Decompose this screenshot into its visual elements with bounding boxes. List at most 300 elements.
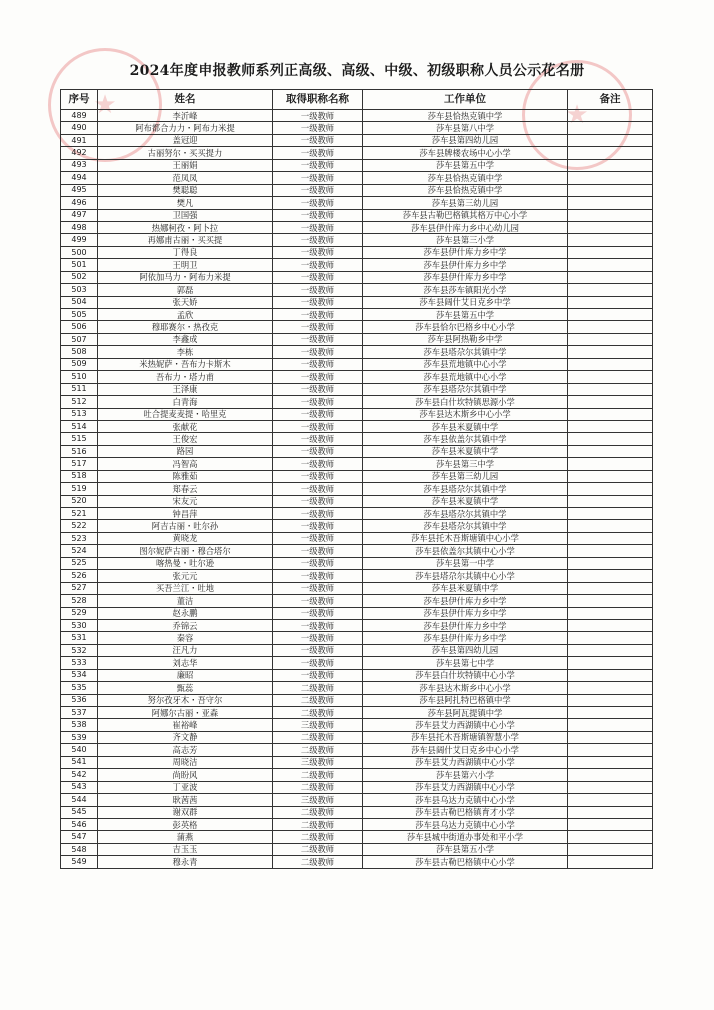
row-name: 阿吉古丽・吐尔孙 (98, 520, 273, 532)
row-note (568, 769, 653, 781)
row-title: 一级教师 (273, 197, 363, 209)
table-row (61, 520, 653, 532)
row-no: 540 (61, 744, 98, 756)
row-note (568, 296, 653, 308)
table-row (61, 756, 653, 768)
row-title: 二级教师 (273, 731, 363, 743)
row-title: 一级教师 (273, 607, 363, 619)
row-title: 一级教师 (273, 644, 363, 656)
row-no: 502 (61, 271, 98, 283)
table-row (61, 209, 653, 221)
row-unit: 莎车县伊什库力乡中学 (363, 259, 568, 271)
row-unit: 莎车县恰热克镇中学 (363, 184, 568, 196)
row-no: 522 (61, 520, 98, 532)
row-name: 图尔妮萨古丽・穆合塔尔 (98, 545, 273, 557)
row-name: 李鑫成 (98, 333, 273, 345)
row-title: 一级教师 (273, 483, 363, 495)
row-no: 519 (61, 483, 98, 495)
table-row (61, 234, 653, 246)
table-row (61, 632, 653, 644)
row-unit: 莎车县第一中学 (363, 557, 568, 569)
row-no: 517 (61, 458, 98, 470)
table-row (61, 358, 653, 370)
row-name: 彭英格 (98, 818, 273, 830)
row-no: 497 (61, 209, 98, 221)
row-note (568, 756, 653, 768)
row-name: 黄晓龙 (98, 532, 273, 544)
row-unit: 莎车县塔尕尔其镇中学 (363, 346, 568, 358)
row-unit: 莎车县第三中学 (363, 458, 568, 470)
row-unit: 莎车县恰热克镇中学 (363, 110, 568, 122)
row-title: 二级教师 (273, 818, 363, 830)
row-note (568, 184, 653, 196)
row-no: 525 (61, 557, 98, 569)
row-note (568, 856, 653, 868)
row-no: 528 (61, 595, 98, 607)
row-unit: 莎车县城中街道办事处和平小学 (363, 831, 568, 843)
row-note (568, 682, 653, 694)
row-no: 547 (61, 831, 98, 843)
row-name: 盖冠迎 (98, 134, 273, 146)
row-unit: 莎车县第六小学 (363, 769, 568, 781)
row-name: 阿布都合力力・阿布力米提 (98, 122, 273, 134)
header-note: 备注 (568, 90, 653, 110)
row-no: 529 (61, 607, 98, 619)
row-note (568, 420, 653, 432)
row-no: 505 (61, 309, 98, 321)
row-title: 三级教师 (273, 794, 363, 806)
row-unit: 莎车县米夏镇中学 (363, 420, 568, 432)
table-row (61, 309, 653, 321)
table-row (61, 172, 653, 184)
row-name: 陈雅茹 (98, 470, 273, 482)
row-unit: 莎车县伊什库力乡中学 (363, 271, 568, 283)
row-title: 一级教师 (273, 259, 363, 271)
row-no: 521 (61, 508, 98, 520)
table-row (61, 570, 653, 582)
row-unit: 莎车县伊什库力乡中学 (363, 632, 568, 644)
row-unit: 莎车县塔尕尔其镇中学 (363, 483, 568, 495)
table-row (61, 781, 653, 793)
row-unit: 莎车县莎车镇阳光小学 (363, 284, 568, 296)
row-note (568, 234, 653, 246)
row-note (568, 371, 653, 383)
row-unit: 莎车县乌达力克镇中心小学 (363, 794, 568, 806)
row-name: 蒲燕 (98, 831, 273, 843)
row-note (568, 694, 653, 706)
row-note (568, 172, 653, 184)
row-name: 穆耶赛尔・热孜克 (98, 321, 273, 333)
row-no: 535 (61, 682, 98, 694)
row-no: 530 (61, 619, 98, 631)
row-title: 一级教师 (273, 557, 363, 569)
table-row (61, 110, 653, 122)
seal-star-icon: ★ (93, 90, 117, 120)
table-row (61, 769, 653, 781)
row-note (568, 731, 653, 743)
row-unit: 莎车县第四幼儿园 (363, 644, 568, 656)
row-unit: 莎车县恰热克镇中学 (363, 172, 568, 184)
row-no: 494 (61, 172, 98, 184)
row-note (568, 657, 653, 669)
row-name: 廉昭 (98, 669, 273, 681)
row-unit: 莎车县第三幼儿园 (363, 470, 568, 482)
row-no: 533 (61, 657, 98, 669)
row-no: 501 (61, 259, 98, 271)
row-no: 543 (61, 781, 98, 793)
row-unit: 莎车县第五中学 (363, 309, 568, 321)
row-title: 一级教师 (273, 221, 363, 233)
row-note (568, 445, 653, 457)
row-no: 513 (61, 408, 98, 420)
row-unit: 莎车县伊什库力乡中学 (363, 607, 568, 619)
row-title: 二级教师 (273, 831, 363, 843)
row-name: 穆永青 (98, 856, 273, 868)
row-unit: 莎车县第五中学 (363, 159, 568, 171)
row-name: 甄蕊 (98, 682, 273, 694)
row-note (568, 570, 653, 582)
row-unit: 莎车县恰尔巴格乡中心小学 (363, 321, 568, 333)
table-row (61, 458, 653, 470)
row-no: 534 (61, 669, 98, 681)
table-row (61, 794, 653, 806)
row-name: 阿娜尔古丽・亚森 (98, 707, 273, 719)
row-title: 一级教师 (273, 172, 363, 184)
row-title: 一级教师 (273, 520, 363, 532)
table-row (61, 582, 653, 594)
row-note (568, 259, 653, 271)
row-title: 二级教师 (273, 806, 363, 818)
row-unit: 莎车县艾力西湖镇中心小学 (363, 756, 568, 768)
table-row (61, 619, 653, 631)
row-no: 495 (61, 184, 98, 196)
row-no: 524 (61, 545, 98, 557)
row-name: 郑春云 (98, 483, 273, 495)
table-row (61, 595, 653, 607)
table-row (61, 433, 653, 445)
header-name: 姓名 (98, 90, 273, 110)
row-note (568, 433, 653, 445)
header-row (61, 90, 653, 110)
table-row (61, 321, 653, 333)
row-title: 二级教师 (273, 707, 363, 719)
table-row (61, 470, 653, 482)
row-unit: 莎车县塔尕尔其镇中学 (363, 508, 568, 520)
row-note (568, 707, 653, 719)
row-name: 丁亚波 (98, 781, 273, 793)
row-title: 一级教师 (273, 296, 363, 308)
row-title: 一级教师 (273, 420, 363, 432)
row-name: 董洁 (98, 595, 273, 607)
row-title: 二级教师 (273, 744, 363, 756)
row-note (568, 520, 653, 532)
row-unit: 莎车县托木吾斯塘镇智慧小学 (363, 731, 568, 743)
row-unit: 莎车县阿热勒乡中学 (363, 333, 568, 345)
row-title: 一级教师 (273, 122, 363, 134)
row-note (568, 284, 653, 296)
row-no: 545 (61, 806, 98, 818)
row-note (568, 221, 653, 233)
row-no: 514 (61, 420, 98, 432)
row-title: 一级教师 (273, 321, 363, 333)
row-note (568, 246, 653, 258)
row-note (568, 644, 653, 656)
row-no: 508 (61, 346, 98, 358)
row-title: 二级教师 (273, 781, 363, 793)
table-row (61, 383, 653, 395)
row-title: 一级教师 (273, 110, 363, 122)
table-row (61, 333, 653, 345)
row-title: 一级教师 (273, 309, 363, 321)
table-row (61, 831, 653, 843)
row-title: 一级教师 (273, 234, 363, 246)
row-name: 刘志华 (98, 657, 273, 669)
row-note (568, 470, 653, 482)
row-note (568, 806, 653, 818)
row-note (568, 595, 653, 607)
row-unit: 莎车县伊什库力乡中心幼儿园 (363, 221, 568, 233)
row-no: 546 (61, 818, 98, 830)
row-unit: 莎车县阔什艾日克乡中学 (363, 296, 568, 308)
table-row (61, 296, 653, 308)
table-row (61, 271, 653, 283)
row-note (568, 383, 653, 395)
row-name: 秦容 (98, 632, 273, 644)
row-no: 489 (61, 110, 98, 122)
row-unit: 莎车县古勒巴格镇其格万中心小学 (363, 209, 568, 221)
row-name: 古丽努尔・买买提力 (98, 147, 273, 159)
row-no: 490 (61, 122, 98, 134)
seal-star-icon: ★ (565, 100, 589, 130)
table-row (61, 707, 653, 719)
row-name: 宋友元 (98, 495, 273, 507)
row-no: 523 (61, 532, 98, 544)
row-note (568, 495, 653, 507)
row-name: 冯智高 (98, 458, 273, 470)
table-row (61, 843, 653, 855)
row-no: 539 (61, 731, 98, 743)
row-note (568, 794, 653, 806)
row-unit: 莎车县塔尕尔其镇中心小学 (363, 570, 568, 582)
row-name: 吉玉玉 (98, 843, 273, 855)
row-name: 王泽康 (98, 383, 273, 395)
row-no: 518 (61, 470, 98, 482)
row-title: 一级教师 (273, 508, 363, 520)
row-title: 一级教师 (273, 147, 363, 159)
row-unit: 莎车县阿扎特巴格镇中学 (363, 694, 568, 706)
row-unit: 莎车县伊什库力乡中学 (363, 619, 568, 631)
row-title: 二级教师 (273, 682, 363, 694)
row-name: 周晓洁 (98, 756, 273, 768)
row-unit: 莎车县第七中学 (363, 657, 568, 669)
row-note (568, 197, 653, 209)
row-name: 乔锦云 (98, 619, 273, 631)
table-row (61, 495, 653, 507)
row-title: 一级教师 (273, 619, 363, 631)
row-unit: 莎车县伊什库力乡中学 (363, 595, 568, 607)
row-title: 一级教师 (273, 383, 363, 395)
table-row (61, 197, 653, 209)
row-no: 491 (61, 134, 98, 146)
row-title: 一级教师 (273, 595, 363, 607)
row-unit: 莎车县白什坎特镇思源小学 (363, 396, 568, 408)
row-note (568, 607, 653, 619)
row-name: 孟欣 (98, 309, 273, 321)
row-unit: 莎车县托木吾斯塘镇中心小学 (363, 532, 568, 544)
row-note (568, 669, 653, 681)
table-row (61, 408, 653, 420)
row-title: 一级教师 (273, 433, 363, 445)
row-unit: 莎车县依盖尔其镇中学 (363, 433, 568, 445)
row-unit: 莎车县米夏镇中学 (363, 495, 568, 507)
row-name: 丁得良 (98, 246, 273, 258)
row-note (568, 333, 653, 345)
table-row (61, 371, 653, 383)
table-row (61, 682, 653, 694)
row-no: 526 (61, 570, 98, 582)
row-title: 一级教师 (273, 358, 363, 370)
row-no: 532 (61, 644, 98, 656)
row-title: 一级教师 (273, 632, 363, 644)
row-name: 李栋 (98, 346, 273, 358)
row-unit: 莎车县达木斯乡中心小学 (363, 682, 568, 694)
row-unit: 莎车县乌达力克镇中心小学 (363, 818, 568, 830)
row-name: 王俊宏 (98, 433, 273, 445)
row-title: 一级教师 (273, 346, 363, 358)
row-title: 一级教师 (273, 408, 363, 420)
row-note (568, 719, 653, 731)
row-unit: 莎车县达木斯乡中心小学 (363, 408, 568, 420)
row-note (568, 582, 653, 594)
row-no: 499 (61, 234, 98, 246)
row-title: 一级教师 (273, 657, 363, 669)
table-row (61, 221, 653, 233)
row-name: 张天娇 (98, 296, 273, 308)
table-row (61, 246, 653, 258)
table-row (61, 818, 653, 830)
row-note (568, 147, 653, 159)
row-note (568, 744, 653, 756)
row-note (568, 781, 653, 793)
row-title: 一级教师 (273, 271, 363, 283)
row-unit: 莎车县阿瓦提镇中学 (363, 707, 568, 719)
row-unit: 莎车县米夏镇中学 (363, 582, 568, 594)
row-note (568, 358, 653, 370)
row-unit: 莎车县艾力西湖镇中心小学 (363, 719, 568, 731)
row-name: 王丽娟 (98, 159, 273, 171)
row-no: 542 (61, 769, 98, 781)
row-title: 二级教师 (273, 694, 363, 706)
row-name: 再娜甫古丽・买买提 (98, 234, 273, 246)
row-name: 白青海 (98, 396, 273, 408)
row-unit: 莎车县牌楼农场中心小学 (363, 147, 568, 159)
row-note (568, 159, 653, 171)
row-no: 531 (61, 632, 98, 644)
row-note (568, 483, 653, 495)
header-title: 取得职称名称 (273, 90, 363, 110)
table-row (61, 669, 653, 681)
row-unit: 莎车县依盖尔其镇中心小学 (363, 545, 568, 557)
row-name: 耿茜茜 (98, 794, 273, 806)
table-row (61, 445, 653, 457)
row-note (568, 209, 653, 221)
row-title: 二级教师 (273, 843, 363, 855)
table-row (61, 159, 653, 171)
table-row (61, 147, 653, 159)
row-no: 511 (61, 383, 98, 395)
row-note (568, 346, 653, 358)
row-note (568, 134, 653, 146)
table-row (61, 346, 653, 358)
header-unit: 工作单位 (363, 90, 568, 110)
row-no: 516 (61, 445, 98, 457)
row-name: 齐文静 (98, 731, 273, 743)
row-unit: 莎车县第三小学 (363, 234, 568, 246)
row-no: 509 (61, 358, 98, 370)
row-name: 卫国强 (98, 209, 273, 221)
row-unit: 莎车县荒地镇中心小学 (363, 371, 568, 383)
row-note (568, 532, 653, 544)
roster-table (60, 89, 653, 869)
row-name: 尚盼风 (98, 769, 273, 781)
row-unit: 莎车县阔什艾日克乡中心小学 (363, 744, 568, 756)
table-row (61, 545, 653, 557)
row-title: 一级教师 (273, 470, 363, 482)
row-unit: 莎车县伊什库力乡中学 (363, 246, 568, 258)
row-no: 506 (61, 321, 98, 333)
row-unit: 莎车县第五小学 (363, 843, 568, 855)
row-no: 541 (61, 756, 98, 768)
row-note (568, 408, 653, 420)
table-row (61, 644, 653, 656)
table-row (61, 483, 653, 495)
row-title: 一级教师 (273, 246, 363, 258)
row-unit: 莎车县艾力西湖镇中心小学 (363, 781, 568, 793)
row-name: 汪凡力 (98, 644, 273, 656)
row-unit: 莎车县古勒巴格镇育才小学 (363, 806, 568, 818)
row-name: 吐合提麦麦提・哈里克 (98, 408, 273, 420)
row-no: 548 (61, 843, 98, 855)
table-row (61, 694, 653, 706)
row-unit: 莎车县古勒巴格镇中心小学 (363, 856, 568, 868)
row-name: 努尔孜牙木・吾守尔 (98, 694, 273, 706)
row-title: 一级教师 (273, 545, 363, 557)
row-name: 张元元 (98, 570, 273, 582)
row-no: 537 (61, 707, 98, 719)
row-unit: 莎车县荒地镇中心小学 (363, 358, 568, 370)
row-title: 一级教师 (273, 570, 363, 582)
row-no: 493 (61, 159, 98, 171)
row-title: 一级教师 (273, 333, 363, 345)
table-row (61, 284, 653, 296)
row-name: 阿依加马力・阿布力米提 (98, 271, 273, 283)
row-unit: 莎车县塔尕尔其镇中学 (363, 520, 568, 532)
row-no: 512 (61, 396, 98, 408)
row-name: 吾布力・塔力甫 (98, 371, 273, 383)
row-title: 一级教师 (273, 532, 363, 544)
row-note (568, 122, 653, 134)
row-title: 一级教师 (273, 159, 363, 171)
row-title: 二级教师 (273, 856, 363, 868)
header-no: 序号 (61, 90, 98, 110)
row-no: 503 (61, 284, 98, 296)
document-title: 2024年度申报教师系列正高级、高级、中级、初级职称人员公示花名册 (129, 63, 585, 79)
row-name: 范凤凤 (98, 172, 273, 184)
row-note (568, 508, 653, 520)
row-name: 赵永鹏 (98, 607, 273, 619)
table-row (61, 184, 653, 196)
row-note (568, 545, 653, 557)
